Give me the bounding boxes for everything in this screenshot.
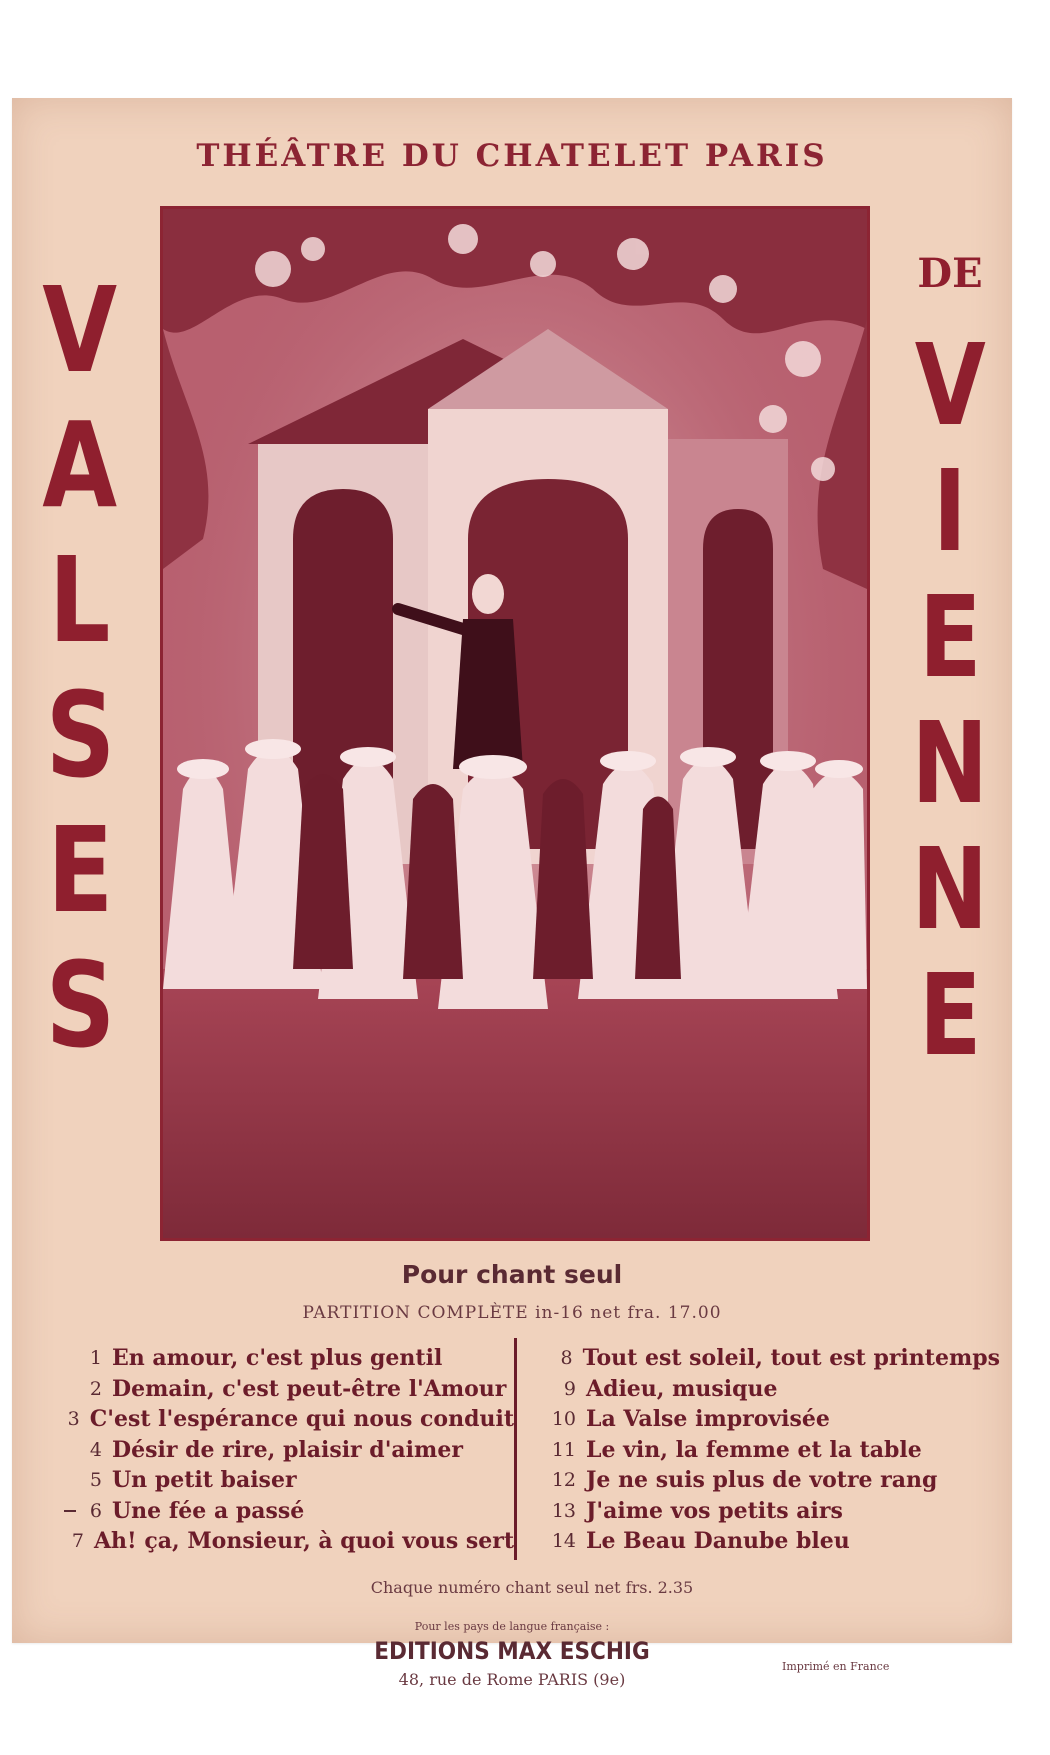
title-vienne	[904, 323, 996, 1079]
song-item	[530, 1465, 1000, 1496]
song-list-right	[530, 1343, 1000, 1557]
title-letter: A	[42, 396, 118, 534]
song-number: 7	[71, 1530, 84, 1552]
song-title: Désir de rire, plaisir d'aimer	[112, 1436, 463, 1463]
title-letter: N	[911, 699, 989, 829]
song-item	[530, 1496, 1000, 1527]
title-letter: E	[918, 951, 982, 1081]
song-item	[64, 1465, 514, 1496]
sheet-music-cover	[12, 98, 1012, 1689]
subtitle: Pour chant seul	[401, 1260, 623, 1289]
song-title: Le vin, la femme et la table	[586, 1436, 922, 1463]
song-number: 14	[551, 1530, 576, 1552]
song-number: 5	[89, 1469, 102, 1491]
song-title: Ah! ça, Monsieur, à quoi vous sert	[93, 1528, 514, 1554]
song-item	[64, 1374, 514, 1405]
song-number: 12	[551, 1469, 576, 1491]
imprint-note: Imprimé en France	[782, 1660, 890, 1673]
song-number: 8	[560, 1347, 573, 1369]
song-number: 11	[551, 1438, 576, 1461]
stage-photograph	[160, 206, 870, 1241]
song-item	[64, 1435, 514, 1466]
single-number-price: Chaque numéro chant seul net frs. 2.35	[370, 1578, 694, 1597]
song-item	[64, 1496, 514, 1527]
song-list-left	[64, 1343, 514, 1557]
column-divider	[514, 1338, 517, 1560]
song-item	[530, 1526, 1000, 1557]
title-letter: S	[45, 666, 115, 804]
song-title: La Valse improvisée	[586, 1406, 830, 1432]
title-letter: N	[911, 825, 989, 955]
publisher-note: Pour les pays de langue française :	[414, 1620, 610, 1633]
theatre-heading: THÉÂTRE DU CHATELET PARIS	[196, 138, 828, 174]
song-number: 4	[89, 1438, 102, 1461]
song-item	[64, 1343, 514, 1374]
song-item	[530, 1343, 1000, 1374]
song-title: J'aime vos petits airs	[586, 1497, 843, 1524]
song-number: 6	[89, 1499, 102, 1522]
song-title: C'est l'espérance qui nous conduit	[89, 1406, 514, 1432]
title-letter: V	[914, 321, 986, 451]
publisher-address: 48, rue de Rome PARIS (9e)	[398, 1670, 626, 1689]
song-number: 1	[89, 1347, 102, 1369]
title-letter: E	[46, 801, 114, 939]
song-item	[530, 1435, 1000, 1466]
song-number: 2	[89, 1377, 102, 1400]
title-valses	[34, 263, 126, 1073]
song-title: Une fée a passé	[112, 1497, 305, 1524]
song-title: Le Beau Danube bleu	[586, 1528, 850, 1554]
song-title: Adieu, musique	[586, 1375, 778, 1402]
publisher-name: EDITIONS MAX ESCHIG	[374, 1637, 650, 1665]
title-letter: V	[42, 261, 118, 399]
song-item	[64, 1404, 514, 1435]
song-title: Demain, c'est peut-être l'Amour	[112, 1375, 507, 1402]
song-number: 13	[551, 1499, 576, 1522]
pencil-mark	[64, 1510, 76, 1512]
song-number: 10	[551, 1408, 576, 1430]
stage-scene-illustration	[163, 209, 867, 1238]
song-item	[530, 1374, 1000, 1405]
song-title: Un petit baiser	[112, 1467, 297, 1493]
song-item	[64, 1526, 514, 1557]
song-title: En amour, c'est plus gentil	[112, 1345, 443, 1371]
title-letter: S	[45, 936, 115, 1074]
song-number: 3	[67, 1408, 80, 1430]
song-title: Je ne suis plus de votre rang	[586, 1467, 938, 1493]
song-title: Tout est soleil, tout est printemps	[582, 1345, 1000, 1371]
title-letter: E	[918, 573, 982, 703]
partition-price: PARTITION COMPLÈTE in-16 net fra. 17.00	[302, 1303, 722, 1323]
song-item	[530, 1404, 1000, 1435]
title-de: DE	[917, 250, 983, 297]
title-letter: I	[932, 447, 968, 577]
song-number: 9	[563, 1377, 576, 1400]
title-letter: L	[49, 531, 111, 669]
